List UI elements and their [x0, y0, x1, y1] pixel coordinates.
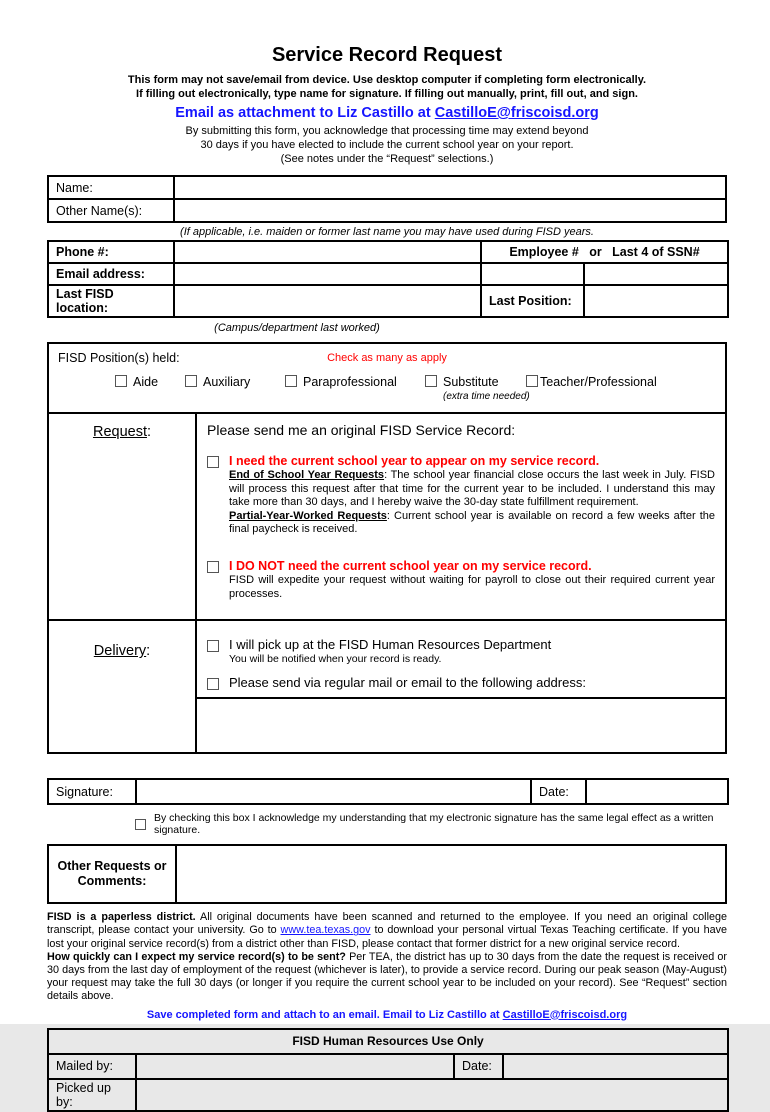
position-label-auxiliary: Auxiliary	[203, 375, 251, 389]
table-row	[48, 285, 728, 317]
timing-lead: How quickly can I expect my service record(s) to be sent?	[47, 950, 346, 963]
paperless-paragraph	[47, 911, 727, 951]
position-option-aide	[115, 375, 158, 389]
request-option-title: I need the current school year to appear on my service record.	[229, 454, 600, 468]
mail-title: Please send via regular mail or email to the following address:	[229, 675, 586, 691]
request-label-text: Request	[92, 424, 147, 440]
table-row	[48, 1054, 728, 1079]
ack-line-3: (See notes under the “Request” selections.)	[280, 153, 494, 165]
request-row	[48, 413, 726, 620]
positions-row	[48, 343, 726, 413]
date-label: Date:	[531, 779, 586, 804]
picked-up-by-label: Picked up by:	[48, 1079, 136, 1111]
position-option-teacher	[526, 375, 657, 389]
esign-text: By checking this box I acknowledge my understanding that my electronic signature has the same legal effect as a written signature.	[154, 812, 714, 837]
position-option-auxiliary	[185, 375, 250, 389]
substitute-note: (extra time needed)	[443, 391, 530, 402]
form-title: Service Record Request	[271, 44, 503, 66]
email-instruction-text: Email as attachment to Liz Castillo at	[175, 105, 435, 121]
request-intro: Please send me an original FISD Service Record:	[207, 422, 516, 438]
delivery-checkbox-mail[interactable]	[207, 678, 219, 690]
save-instruction-text: Save completed form and attach to an email. Email to Liz Castillo at	[146, 1008, 503, 1021]
request-options-cell	[196, 413, 726, 620]
table-row	[48, 1029, 728, 1054]
hr-use-only-table	[47, 1028, 729, 1112]
last-location-label: Last FISD location:	[48, 285, 174, 317]
last-position-input[interactable]	[584, 285, 728, 317]
save-instruction	[47, 1009, 727, 1021]
paperless-text-1: All original documents have been scanned and returned to the employee. If you need an original college transcript, please contact your university. Go to	[47, 911, 727, 937]
position-label-aide: Aide	[133, 375, 159, 389]
tea-link[interactable]: www.tea.texas.gov	[280, 924, 371, 937]
comments-input[interactable]	[176, 845, 726, 903]
timing-paragraph	[47, 951, 727, 1004]
email-label: Email address:	[48, 263, 174, 285]
delivery-label-text: Delivery	[93, 643, 147, 660]
table-row	[48, 845, 726, 903]
ssn-last4-input[interactable]	[584, 263, 728, 285]
signature-input[interactable]	[136, 779, 531, 804]
position-option-substitute	[425, 375, 530, 402]
position-label-teacher: Teacher/Professional	[540, 375, 657, 389]
partial-year-text: : Current school year is available on record a few weeks after the final paycheck is received.	[229, 509, 715, 536]
name-input[interactable]	[174, 176, 726, 199]
mailed-by-input[interactable]	[136, 1054, 454, 1079]
employee-number-input[interactable]	[481, 263, 584, 285]
contact-table	[47, 240, 729, 318]
delivery-option-mail	[207, 675, 715, 690]
table-row	[48, 199, 726, 222]
ack-line-1: By submitting this form, you acknowledge that processing time may extend beyond	[185, 125, 589, 137]
form-header	[47, 0, 727, 166]
name-label: Name:	[48, 176, 174, 199]
position-checkbox-aide[interactable]	[115, 375, 127, 387]
position-checkbox-substitute[interactable]	[425, 375, 437, 387]
hr-date-label: Date:	[454, 1054, 503, 1079]
delivery-section-label	[48, 620, 196, 753]
table-row	[48, 1079, 728, 1111]
comments-label: Other Requests or Comments:	[48, 845, 176, 903]
positions-cell	[48, 343, 726, 413]
end-of-year-lead: End of School Year Requests	[229, 469, 385, 481]
request-checkbox-no-current-year[interactable]	[207, 561, 219, 573]
name-table	[47, 175, 727, 223]
pickup-note: You will be notified when your record is ready.	[229, 653, 442, 666]
partial-year-detail	[229, 510, 715, 537]
instruction-line-1: This form may not save/email from device. Use desktop computer if completing form electronically.	[127, 74, 647, 86]
mailed-by-label: Mailed by:	[48, 1054, 136, 1079]
paperless-lead: FISD is a paperless district.	[47, 911, 196, 924]
last-position-label: Last Position:	[481, 285, 584, 317]
email-link[interactable]: CastilloE@friscoisd.org	[434, 105, 599, 121]
position-option-paraprofessional	[285, 375, 397, 389]
comments-table	[47, 844, 727, 904]
delivery-options	[197, 621, 725, 699]
request-option-title: I DO NOT need the current school year on my service record.	[229, 558, 592, 573]
other-names-input[interactable]	[174, 199, 726, 222]
phone-input[interactable]	[174, 241, 481, 263]
hr-date-input[interactable]	[503, 1054, 728, 1079]
other-names-label: Other Name(s):	[48, 199, 174, 222]
delivery-label-colon: :	[146, 643, 151, 660]
positions-instruction: Check as many as apply	[327, 352, 447, 364]
ack-line-2: 30 days if you have elected to include the current school year on your report.	[200, 139, 574, 151]
position-checkbox-teacher[interactable]	[526, 375, 538, 387]
delivery-row	[48, 620, 726, 753]
hr-use-only-header: FISD Human Resources Use Only	[48, 1029, 728, 1054]
position-label-substitute: Substitute	[443, 375, 499, 389]
phone-label: Phone #:	[48, 241, 174, 263]
last-location-input[interactable]	[174, 285, 481, 317]
table-row	[48, 176, 726, 199]
signature-label: Signature:	[48, 779, 136, 804]
instruction-line-2: If filling out electronically, type name for signature. If filling out manually, print, fill out, and sign.	[136, 88, 638, 100]
request-checkbox-current-year[interactable]	[207, 456, 219, 468]
email-field[interactable]	[174, 263, 481, 285]
table-row	[48, 241, 728, 263]
delivery-options-cell	[196, 620, 726, 753]
timing-text: Per TEA, the district has up to 30 days from the date the request is received or 30 days from the last day of employment of the request (whichever is later), to provide a service record. During our peak season (May-August) your request may take the full 30 days (or longer if you require the current school year to be included on your record). See “Request” section details above.	[47, 950, 727, 1003]
request-section-label	[48, 413, 196, 620]
table-row	[48, 779, 728, 804]
table-row	[48, 263, 728, 285]
expedite-detail: FISD will expedite your request without waiting for payroll to close out their required current year processes.	[229, 573, 715, 600]
mail-address-input[interactable]	[197, 699, 725, 752]
end-of-year-text: : The school year financial close occurs the last week in July. FISD will process this request after that time for the current year to be included. I understand this may take more than 30 days, and I hereby waive the 30-day state fulfillment requirement.	[229, 469, 715, 509]
signature-table	[47, 778, 729, 805]
position-label-paraprofessional: Paraprofessional	[303, 375, 397, 389]
request-table	[47, 342, 727, 754]
employee-ssn-header: Employee # or Last 4 of SSN#	[481, 241, 728, 263]
footer-notes	[47, 911, 727, 1003]
request-option-current-year	[207, 454, 715, 537]
position-checkbox-auxiliary[interactable]	[185, 375, 197, 387]
delivery-option-pickup	[207, 637, 715, 665]
pickup-title: I will pick up at the FISD Human Resources Department	[229, 637, 552, 653]
esign-checkbox[interactable]	[135, 819, 146, 830]
partial-year-lead: Partial-Year-Worked Requests	[229, 509, 387, 522]
request-option-no-current-year	[207, 559, 715, 601]
esign-row	[135, 812, 727, 836]
delivery-checkbox-pickup[interactable]	[207, 640, 219, 652]
request-label-colon: :	[146, 424, 152, 440]
picked-up-by-input[interactable]	[136, 1079, 728, 1111]
signature-date-input[interactable]	[586, 779, 728, 804]
email-instruction	[47, 105, 727, 121]
position-checkbox-paraprofessional[interactable]	[285, 375, 297, 387]
save-email-link[interactable]: CastilloE@friscoisd.org	[502, 1008, 628, 1021]
end-of-year-detail	[229, 469, 715, 510]
positions-label: FISD Position(s) held:	[58, 351, 180, 365]
campus-note: (Campus/department last worked)	[214, 322, 380, 334]
maiden-name-note: (If applicable, i.e. maiden or former last name you may have used during FISD years.	[180, 226, 594, 238]
paperless-text-2: to download your personal virtual Texas Teaching certificate. If you have lost your original service record(s) from a district other than FISD, please contact that former district for a new original service record.	[47, 924, 727, 950]
